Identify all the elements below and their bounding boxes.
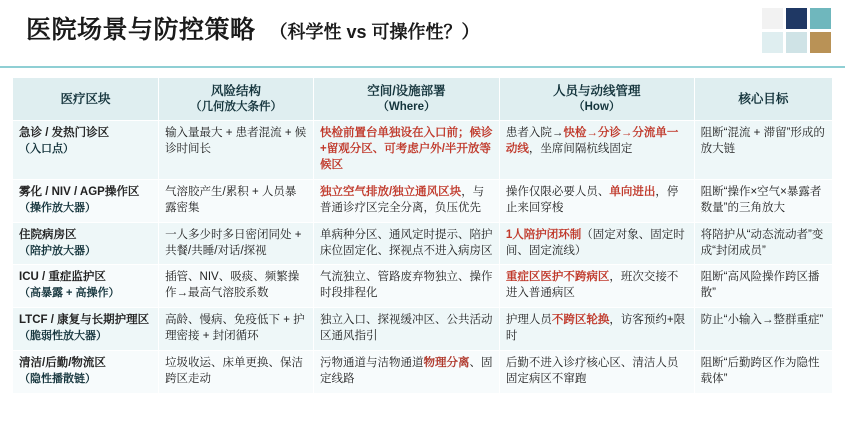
row-people-text-highlight: 1人陪护闭环制 <box>505 228 582 241</box>
row-zone-cell <box>13 121 159 180</box>
row-space-cell <box>313 121 499 180</box>
row-goal-text: 阻断“后勤跨区作为隐性载体” <box>700 356 820 385</box>
row-people-text-pre: 患者入院→ <box>505 127 564 140</box>
row-zone-cell <box>13 265 159 308</box>
row-zone-cell <box>13 308 159 351</box>
row-goal-cell <box>694 179 832 222</box>
row-space-cell <box>313 179 499 222</box>
row-zone-name: 住院病房区 <box>19 228 77 241</box>
deco-square-4 <box>762 32 783 53</box>
column-header-zone <box>13 78 159 121</box>
row-space-text: 单病种分区、通风定时提示、陪护床位固定化、探视点不进入病房区 <box>319 228 493 257</box>
row-space-text-post: 、固定线路 <box>319 356 493 385</box>
row-space-text-pre: 污物通道与洁物通道 <box>319 356 424 369</box>
table-row <box>13 121 833 180</box>
decorative-squares <box>762 8 831 53</box>
row-space-cell <box>313 222 499 265</box>
row-people-text-post: ，访客预约+限时 <box>505 314 686 342</box>
column-header-people-main: 人员与动线管理 <box>553 84 641 98</box>
row-zone-name: 雾化 / NIV / AGP操作区 <box>19 185 140 198</box>
row-risk-text: 一人多少时多日密闭同处 + 共餐/共睡/对话/探视 <box>165 228 302 257</box>
row-goal-cell <box>694 265 832 308</box>
row-risk-cell <box>159 350 314 393</box>
table-header-row <box>13 78 833 121</box>
row-people-cell <box>499 265 694 308</box>
column-header-risk <box>159 78 314 121</box>
row-zone-subtitle: （操作放大器） <box>19 201 96 214</box>
row-goal-cell <box>694 121 832 180</box>
strategy-matrix-table <box>12 77 833 394</box>
row-people-cell <box>499 308 694 351</box>
column-header-risk-sub: （几何放大条件） <box>190 100 283 113</box>
row-people-cell <box>499 121 694 180</box>
row-people-text-post: ，坐席间隔杭线固定 <box>528 143 633 156</box>
row-risk-cell <box>159 308 314 351</box>
row-zone-subtitle: （隐性播散链） <box>19 372 96 385</box>
column-header-people-sub: （How） <box>573 100 621 113</box>
title-main-text: 医院场景与防控策略 <box>26 16 256 44</box>
row-risk-text: 垃圾收运、床单更换、保洁跨区走动 <box>165 356 304 385</box>
row-risk-cell <box>159 265 314 308</box>
row-zone-subtitle: （脆弱性放大器） <box>19 329 107 342</box>
column-header-risk-main: 风险结构 <box>211 84 262 98</box>
row-risk-text: 输入量最大 + 患者混流 + 候诊时间长 <box>165 127 307 156</box>
row-people-text-post: ，班次交接不进入普通病区 <box>505 271 679 300</box>
table-row <box>13 222 833 265</box>
row-space-cell <box>313 308 499 351</box>
row-space-text-highlight: 快检前置台单独设在入口前；候诊+留观分区、可考虑户外/半开放等候区 <box>319 127 493 172</box>
matrix-table-container <box>0 68 845 394</box>
row-goal-cell <box>694 308 832 351</box>
row-zone-cell <box>13 179 159 222</box>
header-divider <box>0 66 845 68</box>
column-header-space-main: 空间/设施部署 <box>367 84 446 98</box>
row-people-text: 后勤不进入诊疗核心区、清洁人员固定病区不窜跑 <box>505 356 679 385</box>
row-goal-text: 阻断“混流 + 滞留”形成的放大链 <box>700 127 825 156</box>
row-people-text-pre: 操作仅限必要人员、 <box>505 185 610 198</box>
row-zone-subtitle: （入口点） <box>19 143 74 156</box>
row-risk-text: 高龄、慢病、免疫低下 + 护理密接 + 封闭循环 <box>165 314 305 342</box>
row-goal-text: 阻断“操作×空气×暴露者数量”的三角放大 <box>700 185 822 214</box>
table-row <box>13 308 833 351</box>
row-zone-cell <box>13 350 159 393</box>
row-people-text-post: ，停止来回穿梭 <box>505 185 679 214</box>
deco-square-3 <box>810 8 831 29</box>
column-header-people <box>499 78 694 121</box>
row-risk-text: 气溶胶产生/累积 + 人员暴露密集 <box>165 185 297 214</box>
column-header-space-sub: （Where） <box>377 100 436 113</box>
row-zone-subtitle: （高暴露 + 高操作） <box>19 287 120 300</box>
row-risk-cell <box>159 179 314 222</box>
deco-square-6 <box>810 32 831 53</box>
row-goal-text: 防止“小输入→整群重症” <box>700 314 824 327</box>
column-header-goal <box>694 78 832 121</box>
row-people-text-highlight: 不跨区轮换 <box>551 314 610 327</box>
row-goal-cell <box>694 350 832 393</box>
row-risk-cell <box>159 121 314 180</box>
column-header-zone-main: 医疗区块 <box>60 91 111 106</box>
row-people-text-pre: 护理人员 <box>505 314 552 327</box>
row-goal-text: 阻断“高风险操作跨区播散” <box>700 271 820 300</box>
column-header-space <box>313 78 499 121</box>
slide-header <box>0 0 845 68</box>
row-space-cell <box>313 265 499 308</box>
table-row <box>13 265 833 308</box>
title-sub-text: （科学性 vs 可操作性？） <box>269 22 480 42</box>
row-people-cell <box>499 222 694 265</box>
column-header-goal-main: 核心目标 <box>738 91 789 106</box>
row-space-text-highlight: 独立空气排放/独立通风区块 <box>319 185 462 198</box>
table-row <box>13 350 833 393</box>
page-title <box>26 10 845 46</box>
deco-square-1 <box>762 8 783 29</box>
row-space-text-post: ，与普通诊疗区完全分离，负压优先 <box>319 185 485 214</box>
row-risk-text: 插管、NIV、吸痰、频繁操作→最高气溶胶系数 <box>165 271 300 300</box>
row-people-text-highlight: 重症区医护不跨病区 <box>505 271 610 284</box>
row-zone-cell <box>13 222 159 265</box>
row-risk-cell <box>159 222 314 265</box>
row-space-text: 独立入口、探视缓冲区、公共活动区通风指引 <box>319 314 493 342</box>
row-people-text-highlight: 快检→分诊→分流单一动线 <box>505 127 679 156</box>
row-people-cell <box>499 179 694 222</box>
row-people-text-highlight: 单向进出 <box>609 185 656 198</box>
row-space-text-highlight: 物理分离 <box>423 356 470 369</box>
row-people-cell <box>499 350 694 393</box>
row-goal-text: 将陪护从“动态流动者”变成“封闭成员” <box>700 228 824 257</box>
row-zone-subtitle: （陪护放大器） <box>19 244 96 257</box>
row-zone-name: 清洁/后勤/物流区 <box>19 356 106 369</box>
row-zone-name: 急诊 / 发热门诊区 <box>19 127 110 140</box>
row-people-text-post: （固定对象、固定时间、固定流线） <box>505 228 685 257</box>
table-row <box>13 179 833 222</box>
row-zone-name: LTCF / 康复与长期护理区 <box>19 314 150 327</box>
row-space-text: 气流独立、管路废弃物独立、操作时段排程化 <box>319 271 493 300</box>
row-goal-cell <box>694 222 832 265</box>
row-zone-name: ICU / 重症监护区 <box>19 271 106 284</box>
table-body <box>13 121 833 393</box>
deco-square-2 <box>786 8 807 29</box>
row-space-cell <box>313 350 499 393</box>
deco-square-5 <box>786 32 807 53</box>
